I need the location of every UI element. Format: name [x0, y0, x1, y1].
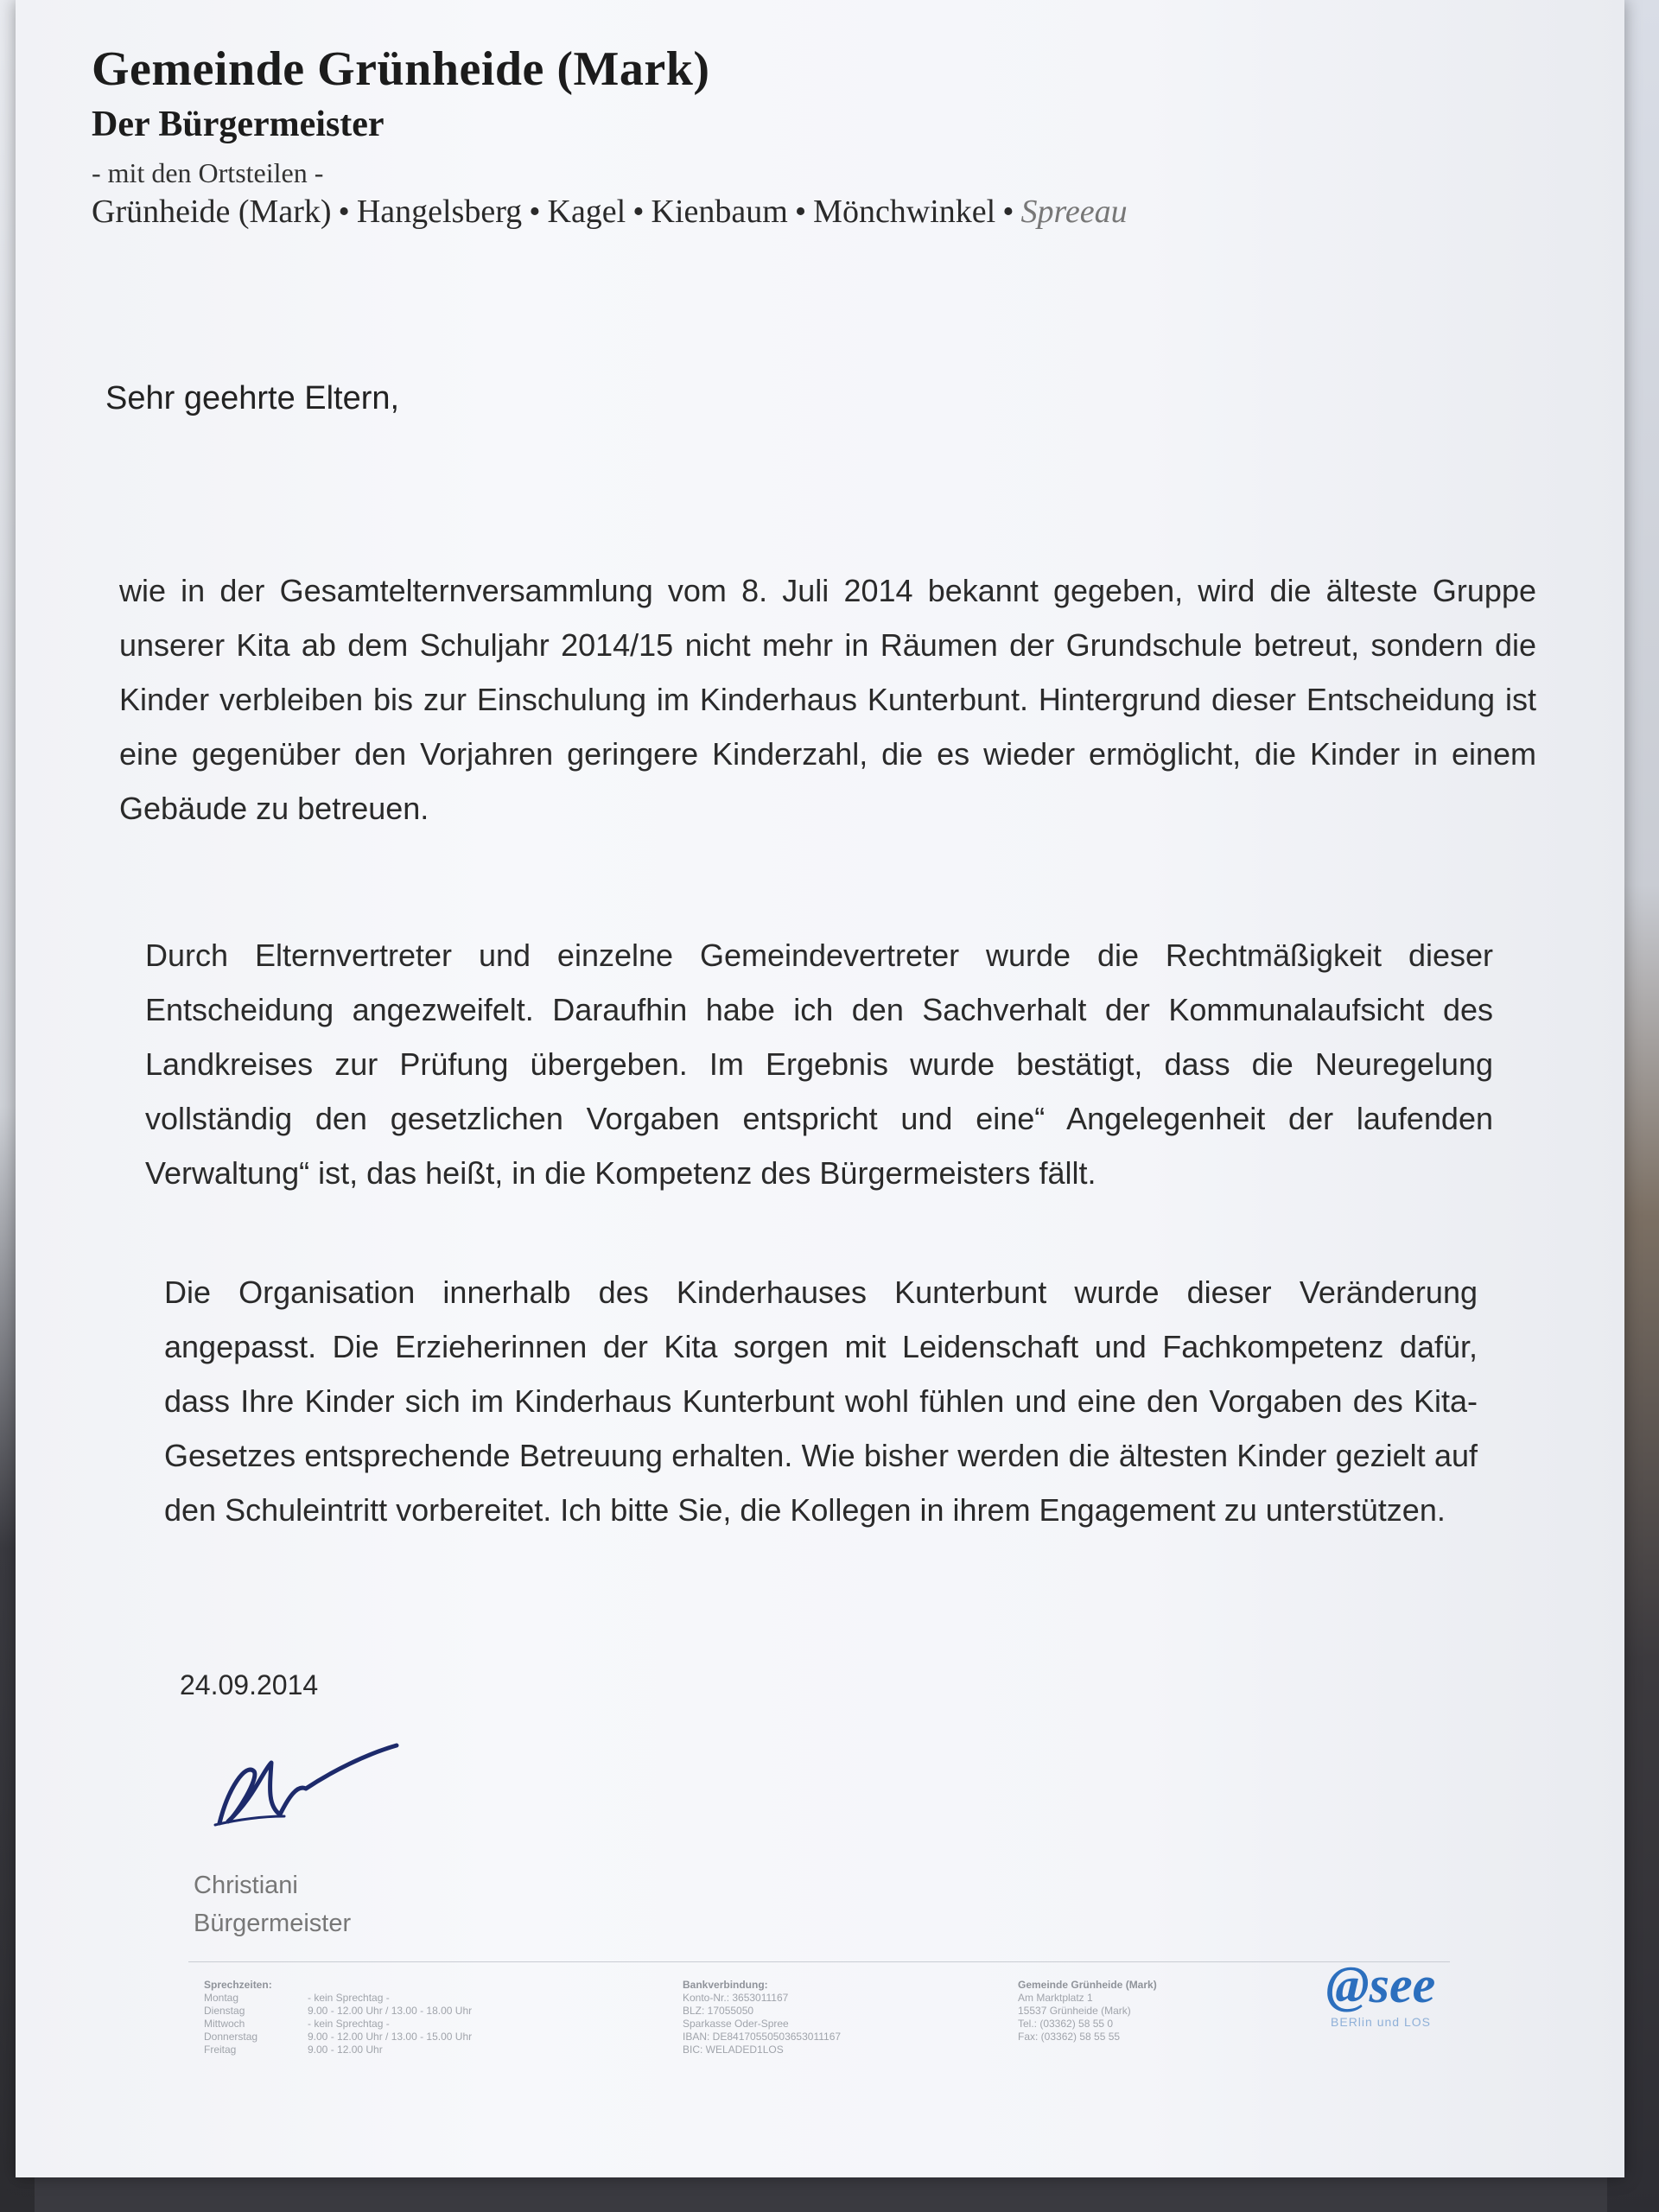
letter-page — [16, 0, 1624, 2177]
bank-line: Sparkasse Oder-Spree — [683, 2018, 789, 2030]
village-name: Grünheide (Mark) — [92, 194, 332, 230]
signature — [202, 1737, 401, 1840]
address-line: Fax: (03362) 58 55 55 — [1018, 2031, 1121, 2043]
separator: • — [338, 194, 350, 230]
footer-divider — [188, 1961, 1450, 1962]
footer-heading: Gemeinde Grünheide (Mark) — [1018, 1979, 1157, 1991]
footer-bank-details — [683, 1979, 994, 2056]
village-name: Kienbaum — [651, 194, 788, 230]
village-name: Hangelsberg — [356, 194, 523, 230]
hours-row: Freitag 9.00 - 12.00 Uhr — [204, 2044, 383, 2056]
signer-block — [194, 1866, 351, 1942]
hours-row: Dienstag 9.00 - 12.00 Uhr / 13.00 - 18.00 Uhr — [204, 2005, 473, 2017]
letter-date: 24.09.2014 — [180, 1669, 319, 1700]
hours-row: Donnerstag 9.00 - 12.00 Uhr / 13.00 - 15.00 Uhr — [204, 2031, 473, 2043]
signer-name: Christiani — [194, 1872, 298, 1899]
bank-line: BIC: WELADED1LOS — [683, 2044, 784, 2056]
paragraph: wie in der Gesamtelternversammlung vom 8. Juli 2014 bekannt gegeben, wird die älteste Gruppe unserer Kita ab dem Schuljahr 2014/15 nicht mehr in Räumen der Grundschule betreut, sondern die Kinder verbleiben bis zur Einschulung im Kinderhaus Kunterbunt. Hintergrund dieser Entscheidung ist eine gegenüber den Vorjahren geringere Kinderzahl, die es wieder ermöglicht, die Kinder in einem Gebäude zu betreuen. — [119, 573, 1536, 826]
signer-title: Bürgermeister — [194, 1910, 352, 1937]
separator: • — [1002, 194, 1014, 230]
address-line: Tel.: (03362) 58 55 0 — [1018, 2018, 1114, 2030]
paragraph: Durch Elternvertreter und einzelne Gemeindevertreter wurde die Rechtmäßigkeit dieser Entscheidung angezweifelt. Daraufhin habe ich den Sachverhalt der Kommunalaufsicht des Landkreises zur Prüfung übergeben. Im Ergebnis wurde bestätigt, dass die Neuregelung vollständig den gesetzlichen Vorgaben entspricht und eine“ Angelegenheit der laufenden Verwaltung“ ist, das heißt, in die Kompetenz des Bürgermeisters fällt. — [145, 938, 1493, 1191]
bank-line: BLZ: 17055050 — [683, 2005, 754, 2017]
hours-row: Mittwoch - kein Sprechtag - — [204, 2018, 390, 2030]
salutation: Sehr geehrte Eltern, — [105, 380, 400, 416]
parts-label: - mit den Ortsteilen - — [92, 157, 324, 188]
hours-row: Montag - kein Sprechtag - — [204, 1992, 390, 2004]
address-line: Am Marktplatz 1 — [1018, 1992, 1093, 2004]
bank-line: IBAN: DE84170550503653011167 — [683, 2031, 842, 2043]
village-name: Mönchwinkel — [813, 194, 996, 230]
separator: • — [794, 194, 807, 230]
village-name: Kagel — [547, 194, 626, 230]
village-name: Spreeau — [1020, 194, 1128, 230]
office-title: Der Bürgermeister — [92, 105, 385, 144]
logo-mark: @see — [1325, 1956, 1436, 2013]
see-logo — [1294, 1955, 1467, 2029]
footer-heading: Bankverbindung: — [683, 1979, 768, 1991]
paragraph: Die Organisation innerhalb des Kinderhauses Kunterbunt wurde dieser Veränderung angepasst. Die Erzieherinnen der Kita sorgen mit Leidenschaft und Fachkompetenz dafür, dass Ihre Kinder sich im Kinderhaus Kunterbunt wohl fühlen und eine den Vorgaben des Kita-Gesetzes entsprechende Betreuung erhalten. Wie bisher werden die ältesten Kinder gezielt auf den Schuleintritt vorbereitet. Ich bitte Sie, die Kollegen in ihrem Engagement zu unterstützen. — [164, 1274, 1478, 1528]
bank-line: Konto-Nr.: 3653011167 — [683, 1992, 789, 2004]
address-line: 15537 Grünheide (Mark) — [1018, 2005, 1131, 2017]
separator: • — [632, 194, 645, 230]
logo-tagline: BERlin und LOS — [1331, 2015, 1431, 2029]
footer-office-hours — [204, 1979, 653, 2056]
separator: • — [529, 194, 541, 230]
village-list — [92, 193, 1128, 231]
footer-heading: Sprechzeiten: — [204, 1979, 272, 1991]
org-name: Gemeinde Grünheide (Mark) — [92, 42, 710, 96]
footer-address — [1018, 1979, 1277, 2044]
letterhead — [92, 41, 1128, 231]
